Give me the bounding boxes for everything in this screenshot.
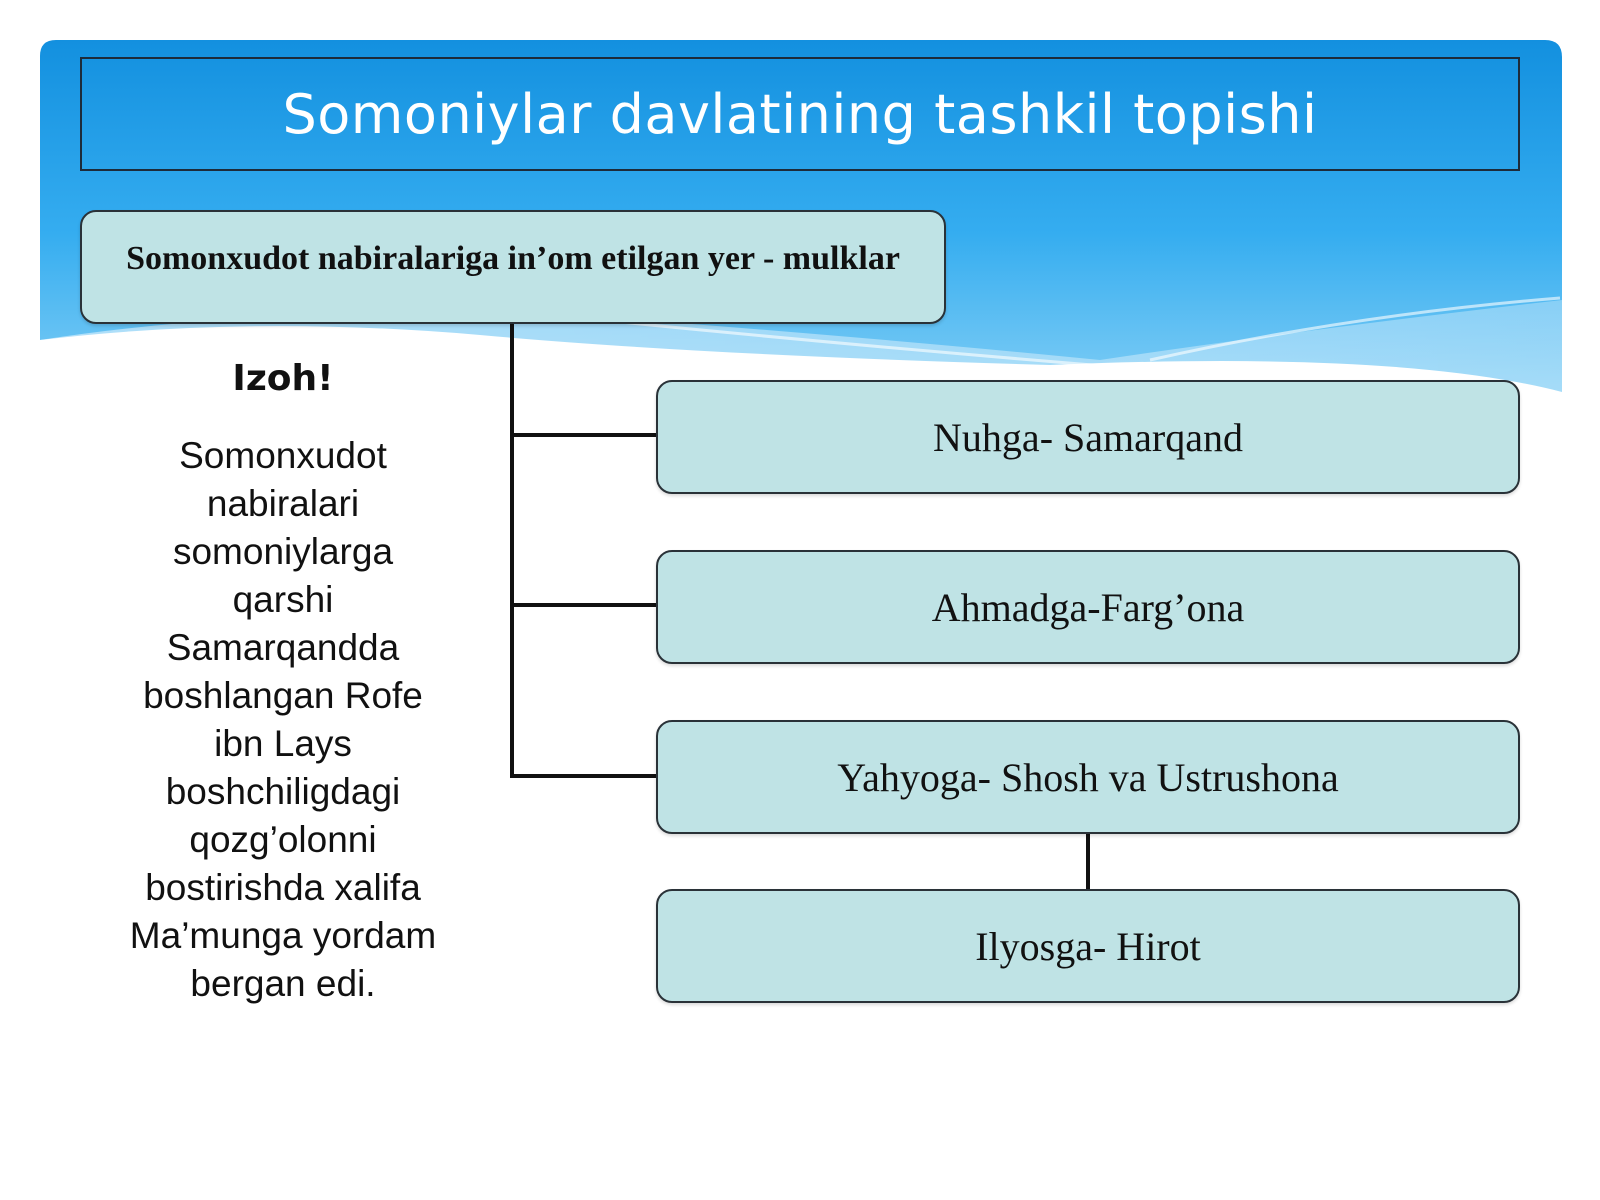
branch-box-3 (656, 720, 1520, 834)
slide-title: Somoniylar davlatining tashkil topishi (282, 82, 1318, 146)
branch-box-4 (656, 889, 1520, 1003)
branch-label-4: Ilyosga- Hirot (975, 923, 1201, 969)
branch-label-3: Yahyoga- Shosh va Ustrushona (837, 754, 1339, 800)
note-text: Somonxudot nabiralari somoniylarga qarshi Samarqandda boshlangan Rofe ibn Lays boshchiligdagi qozg’olonni bostirishda xalifa Ma’munga yordam bergan edi. (129, 435, 437, 1004)
branch-box-1 (656, 380, 1520, 494)
root-box (80, 210, 946, 324)
branch-label-1: Nuhga- Samarqand (933, 414, 1243, 460)
branch-label-2: Ahmadga-Farg’ona (931, 584, 1245, 630)
note-heading: Izoh! (232, 358, 334, 399)
branch-box-2 (656, 550, 1520, 664)
root-label: Somonxudot nabiralariga in’om etilgan yer - mulklar (126, 239, 900, 277)
